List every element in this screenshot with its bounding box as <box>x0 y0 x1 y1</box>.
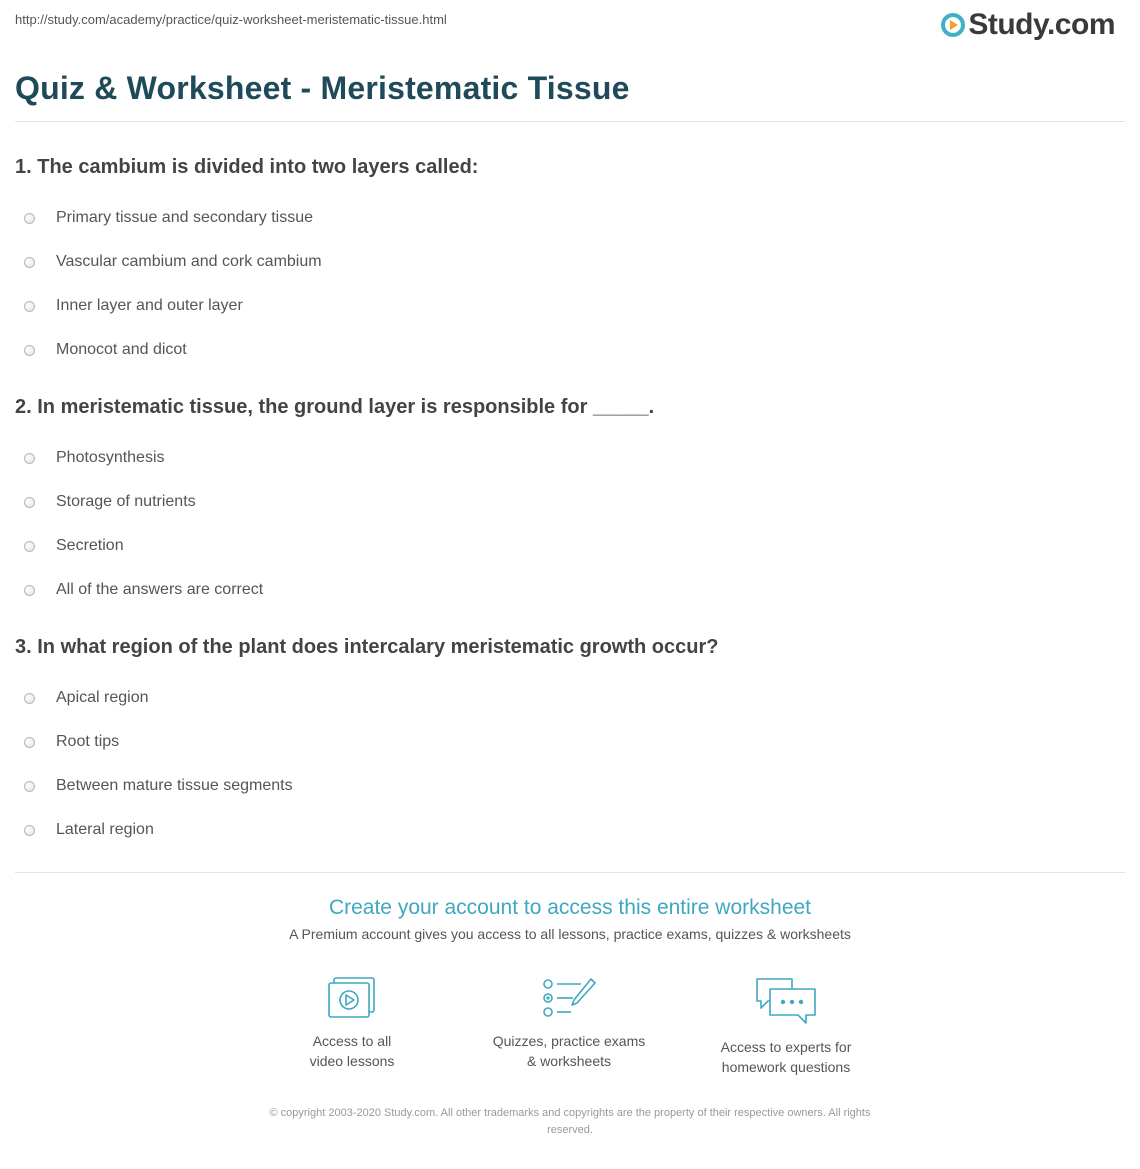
option-label: Lateral region <box>56 821 154 838</box>
answer-option[interactable] <box>15 240 1125 284</box>
feature-label-line: homework questions <box>721 1059 851 1075</box>
answer-options <box>15 676 1125 852</box>
answer-option[interactable] <box>15 284 1125 328</box>
radio-button[interactable] <box>24 737 35 748</box>
premium-description: A Premium account gives you access to all lessons, practice exams, quizzes & worksheets <box>289 926 851 942</box>
option-label: Root tips <box>56 733 120 750</box>
radio-button[interactable] <box>24 541 35 552</box>
answer-options <box>15 196 1125 372</box>
question-2 <box>15 395 1125 612</box>
copyright-line: © copyright 2003-2020 Study.com. All other trademarks and copyrights are the property of their respective owners. All rights <box>269 1107 871 1119</box>
question-3 <box>15 635 1125 852</box>
answer-option[interactable] <box>15 196 1125 240</box>
option-label: Secretion <box>56 537 124 554</box>
answer-option[interactable] <box>15 568 1125 612</box>
option-label: Apical region <box>56 689 149 706</box>
option-label: All of the answers are correct <box>56 581 264 598</box>
divider <box>15 121 1125 122</box>
radio-button[interactable] <box>24 781 35 792</box>
answer-options <box>15 436 1125 612</box>
question-text: 3. In what region of the plant does intercalary meristematic growth occur? <box>15 636 719 658</box>
feature-label-line: video lessons <box>309 1053 395 1069</box>
radio-button[interactable] <box>24 453 35 464</box>
option-label: Primary tissue and secondary tissue <box>56 209 313 226</box>
answer-option[interactable] <box>15 808 1125 852</box>
radio-button[interactable] <box>24 825 35 836</box>
video-lesson-icon <box>326 975 378 1021</box>
create-account-link[interactable]: Create your account to access this entire worksheet <box>328 896 812 919</box>
option-label: Inner layer and outer layer <box>56 297 243 314</box>
question-text: 2. In meristematic tissue, the ground layer is responsible for _____. <box>15 396 655 418</box>
page-title: Quiz & Worksheet - Meristematic Tissue <box>15 70 630 106</box>
copyright-notice <box>215 1105 925 1139</box>
feature-label <box>252 1031 452 1071</box>
option-label: Photosynthesis <box>56 449 165 466</box>
option-label: Storage of nutrients <box>56 493 196 510</box>
radio-button[interactable] <box>24 693 35 704</box>
feature-label <box>469 1031 669 1071</box>
radio-button[interactable] <box>24 345 35 356</box>
feature-label-line: Access to all <box>312 1033 392 1049</box>
radio-button[interactable] <box>24 585 35 596</box>
feature-label-line: & worksheets <box>526 1053 612 1069</box>
feature-label <box>686 1037 886 1077</box>
chat-bubbles-icon <box>754 975 818 1027</box>
page-url: http://study.com/academy/practice/quiz-worksheet-meristematic-tissue.html <box>15 12 447 27</box>
study-logo[interactable] <box>941 8 1115 42</box>
answer-option[interactable] <box>15 480 1125 524</box>
answer-option[interactable] <box>15 328 1125 372</box>
question-1 <box>15 155 1125 372</box>
copyright-line: reserved. <box>547 1124 593 1136</box>
answer-option[interactable] <box>15 676 1125 720</box>
option-label: Monocot and dicot <box>56 341 187 358</box>
feature-label-line: Quizzes, practice exams <box>492 1033 646 1049</box>
answer-option[interactable] <box>15 524 1125 568</box>
quiz-checklist-icon <box>541 975 597 1021</box>
divider <box>15 872 1125 873</box>
radio-button[interactable] <box>24 301 35 312</box>
option-label: Vascular cambium and cork cambium <box>56 253 322 270</box>
play-logo-icon <box>941 13 965 37</box>
answer-option[interactable] <box>15 720 1125 764</box>
radio-button[interactable] <box>24 257 35 268</box>
feature-quizzes <box>469 975 669 1071</box>
option-label: Between mature tissue segments <box>56 777 293 794</box>
question-text: 1. The cambium is divided into two layers called: <box>15 156 479 178</box>
answer-option[interactable] <box>15 764 1125 808</box>
answer-option[interactable] <box>15 436 1125 480</box>
feature-experts <box>686 975 886 1077</box>
logo-text: Study.com <box>968 8 1115 41</box>
feature-video-lessons <box>252 975 452 1071</box>
radio-button[interactable] <box>24 213 35 224</box>
radio-button[interactable] <box>24 497 35 508</box>
feature-label-line: Access to experts for <box>720 1039 852 1055</box>
